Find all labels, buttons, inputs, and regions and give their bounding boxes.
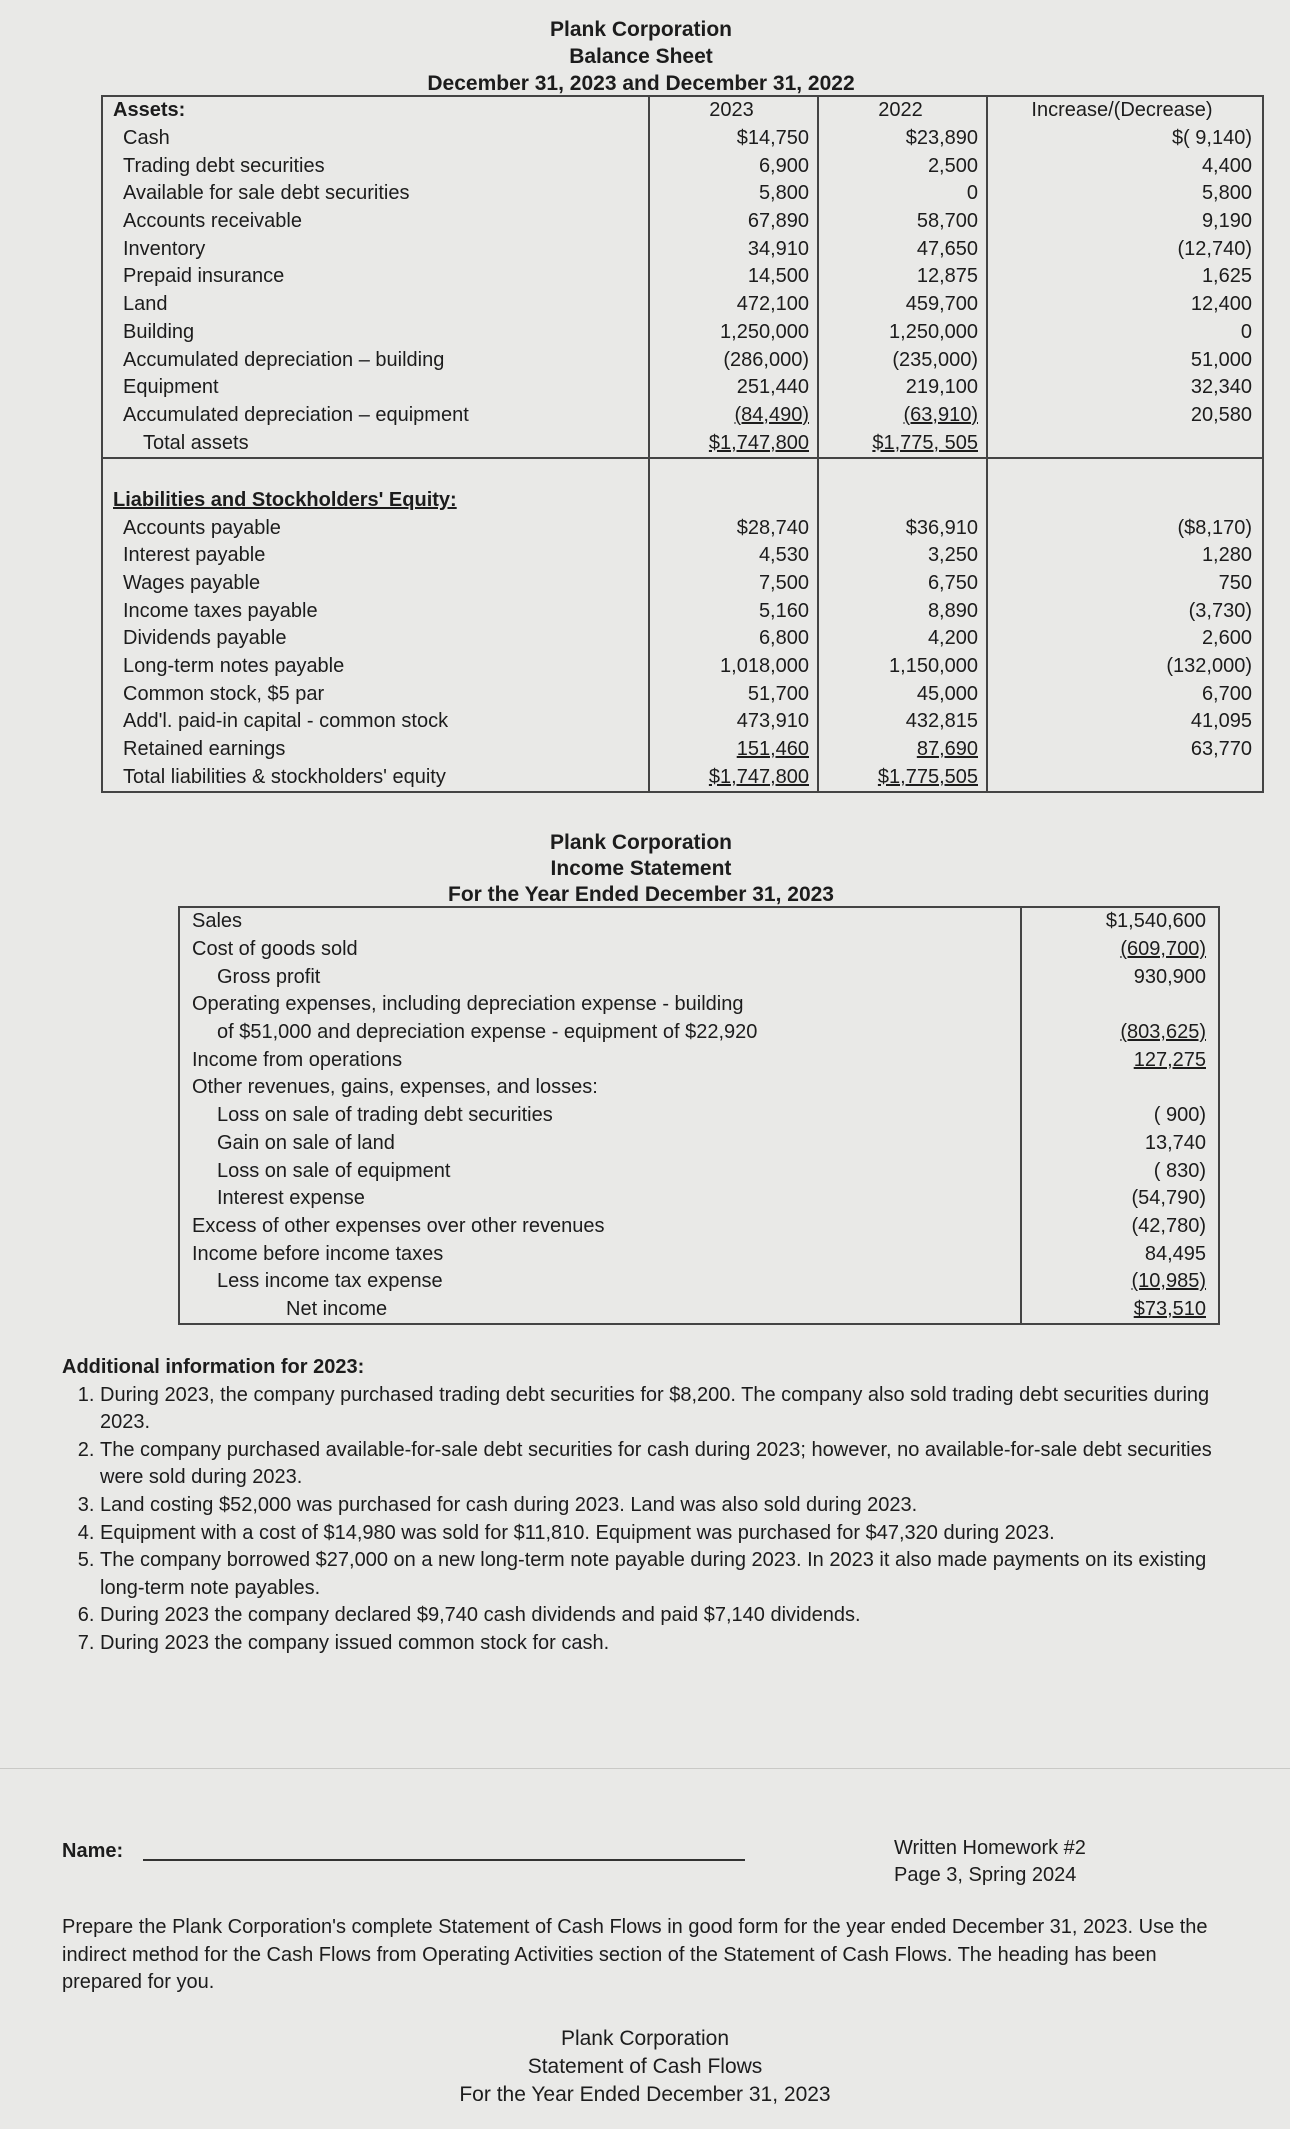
value-2023: $28,740 xyxy=(649,514,818,542)
value-2022: 47,650 xyxy=(818,235,987,263)
balance-sheet-table xyxy=(101,95,1264,793)
value-2023: 251,440 xyxy=(649,374,818,402)
value-change: 41,095 xyxy=(987,708,1263,736)
is-label: Loss on sale of trading debt securities xyxy=(217,1104,553,1127)
row-label: Accumulated depreciation – building xyxy=(102,346,649,374)
bs-header-row xyxy=(102,96,1263,125)
liab-header-row xyxy=(102,487,1263,515)
value-change: 9,190 xyxy=(987,208,1263,236)
is-label: Excess of other expenses over other revenues xyxy=(192,1214,605,1237)
is-row xyxy=(179,936,1219,964)
is-value: $1,540,600 xyxy=(1021,907,1219,936)
is-label: Loss on sale of equipment xyxy=(217,1159,451,1182)
empty-cell xyxy=(649,458,818,487)
value-change: 32,340 xyxy=(987,374,1263,402)
value-2022: 432,815 xyxy=(818,708,987,736)
is-value xyxy=(1021,991,1219,1019)
instructions: Prepare the Plank Corporation's complete Statement of Cash Flows in good form for the year ended December 31, 2023. Use the indirect method for the Cash Flows from Operating Activities section of the Statement of Cash Flows. The heading has been prepared for you. xyxy=(62,1916,1208,1993)
empty-cell xyxy=(818,458,987,487)
info-item: 3. Land costing $52,000 was purchased for cash during 2023. Land was also sold during 2023. xyxy=(100,1492,1242,1520)
row-label: Building xyxy=(102,319,649,347)
is-label: Gain on sale of land xyxy=(217,1131,395,1154)
is-label: of $51,000 and depreciation expense - equipment of $22,920 xyxy=(217,1021,758,1044)
total-assets-label: Total assets xyxy=(102,429,649,458)
row-label: Add'l. paid-in capital - common stock xyxy=(102,708,649,736)
additional-info-list xyxy=(62,1382,1242,1658)
value-change: 2,600 xyxy=(987,625,1263,653)
is-value: (10,985) xyxy=(1021,1268,1219,1296)
liability-row xyxy=(102,542,1263,570)
value-change: (3,730) xyxy=(987,597,1263,625)
total-assets-row xyxy=(102,429,1263,458)
is-value: ( 830) xyxy=(1021,1157,1219,1185)
value-change: 1,280 xyxy=(987,542,1263,570)
value-2022: 58,700 xyxy=(818,208,987,236)
row-label: Wages payable xyxy=(102,570,649,598)
asset-row xyxy=(102,152,1263,180)
cf-company: Plank Corporation xyxy=(560,2027,730,2050)
info-item: 7. During 2023 the company issued common stock for cash. xyxy=(100,1630,1242,1658)
is-row xyxy=(179,1240,1219,1268)
value-2022: (63,910) xyxy=(818,402,987,430)
row-label: Available for sale debt securities xyxy=(102,180,649,208)
liability-row xyxy=(102,680,1263,708)
asset-row xyxy=(102,208,1263,236)
row-label: Accumulated depreciation – equipment xyxy=(102,402,649,430)
total-liab-2023: $1,747,800 xyxy=(649,764,818,793)
value-2023: 5,800 xyxy=(649,180,818,208)
liability-row xyxy=(102,736,1263,764)
is-row xyxy=(179,1019,1219,1047)
value-2022: $36,910 xyxy=(818,514,987,542)
row-label: Retained earnings xyxy=(102,736,649,764)
value-2023: 51,700 xyxy=(649,680,818,708)
is-value: 84,495 xyxy=(1021,1240,1219,1268)
value-change: 51,000 xyxy=(987,346,1263,374)
value-change: 1,625 xyxy=(987,263,1263,291)
is-label: Operating expenses, including depreciation expense - building xyxy=(192,993,744,1016)
income-statement-table xyxy=(178,906,1220,1325)
liability-row xyxy=(102,570,1263,598)
value-change: 6,700 xyxy=(987,680,1263,708)
value-2023: 34,910 xyxy=(649,235,818,263)
row-label: Prepaid insurance xyxy=(102,263,649,291)
is-row xyxy=(179,907,1219,936)
value-2022: 459,700 xyxy=(818,291,987,319)
total-liab-label: Total liabilities & stockholders' equity xyxy=(102,764,649,793)
empty-cell xyxy=(102,458,649,487)
is-value: 13,740 xyxy=(1021,1130,1219,1158)
liability-row xyxy=(102,708,1263,736)
value-change: 12,400 xyxy=(987,291,1263,319)
empty-cell xyxy=(649,487,818,515)
value-2022: 3,250 xyxy=(818,542,987,570)
value-change: 63,770 xyxy=(987,736,1263,764)
asset-row xyxy=(102,291,1263,319)
value-change: (132,000) xyxy=(987,653,1263,681)
name-field-line[interactable] xyxy=(143,1859,745,1861)
value-2023: 7,500 xyxy=(649,570,818,598)
liability-row xyxy=(102,597,1263,625)
asset-row xyxy=(102,374,1263,402)
total-liab-row xyxy=(102,764,1263,793)
liability-row xyxy=(102,625,1263,653)
row-label: Dividends payable xyxy=(102,625,649,653)
name-label: Name: xyxy=(62,1840,124,1862)
empty-cell xyxy=(987,458,1263,487)
bs-company: Plank Corporation xyxy=(549,18,733,41)
info-item: 4. Equipment with a cost of $14,980 was sold for $11,810. Equipment was purchased for $47,320 during 2023. xyxy=(100,1520,1242,1548)
page-label: Page 3, Spring 2024 xyxy=(894,1864,1077,1886)
is-row xyxy=(179,1296,1219,1325)
value-change: 0 xyxy=(987,319,1263,347)
is-label: Other revenues, gains, expenses, and losses: xyxy=(192,1076,598,1099)
is-row xyxy=(179,1102,1219,1130)
is-row xyxy=(179,963,1219,991)
row-label: Income taxes payable xyxy=(102,597,649,625)
assets-header: Assets: xyxy=(102,96,649,125)
is-value: (42,780) xyxy=(1021,1213,1219,1241)
is-row xyxy=(179,1074,1219,1102)
asset-row xyxy=(102,263,1263,291)
empty-cell xyxy=(987,764,1263,793)
value-2023: 67,890 xyxy=(649,208,818,236)
is-company: Plank Corporation xyxy=(549,831,733,854)
value-2023: 472,100 xyxy=(649,291,818,319)
empty-cell xyxy=(987,429,1263,458)
row-label: Common stock, $5 par xyxy=(102,680,649,708)
is-label: Income before income taxes xyxy=(192,1242,444,1265)
info-item: 5. The company borrowed $27,000 on a new long-term note payable during 2023. In 2023 it also made payments on its existing long-term note payables. xyxy=(100,1547,1242,1602)
cf-title: Statement of Cash Flows xyxy=(527,2055,763,2078)
value-change: (12,740) xyxy=(987,235,1263,263)
liability-row xyxy=(102,514,1263,542)
is-label: Interest expense xyxy=(217,1187,365,1210)
col-2022-header: 2022 xyxy=(818,96,987,125)
liability-row xyxy=(102,653,1263,681)
value-change: 750 xyxy=(987,570,1263,598)
cf-period: For the Year Ended December 31, 2023 xyxy=(459,2083,831,2106)
is-row xyxy=(179,1268,1219,1296)
value-2022: 0 xyxy=(818,180,987,208)
is-row xyxy=(179,1130,1219,1158)
value-2023: 6,800 xyxy=(649,625,818,653)
row-label: Trading debt securities xyxy=(102,152,649,180)
is-value: (803,625) xyxy=(1021,1019,1219,1047)
value-2022: 219,100 xyxy=(818,374,987,402)
value-2022: 6,750 xyxy=(818,570,987,598)
value-2022: 2,500 xyxy=(818,152,987,180)
value-2023: 1,018,000 xyxy=(649,653,818,681)
is-value: (54,790) xyxy=(1021,1185,1219,1213)
value-change: $( 9,140) xyxy=(987,125,1263,153)
asset-row xyxy=(102,125,1263,153)
is-row xyxy=(179,1185,1219,1213)
additional-info-header: Additional information for 2023: xyxy=(62,1356,365,1378)
value-2023: (84,490) xyxy=(649,402,818,430)
value-2022: 45,000 xyxy=(818,680,987,708)
value-2022: $23,890 xyxy=(818,125,987,153)
value-2022: (235,000) xyxy=(818,346,987,374)
value-2023: 473,910 xyxy=(649,708,818,736)
is-title: Income Statement xyxy=(550,857,732,880)
is-label: Gross profit xyxy=(217,965,321,988)
divider xyxy=(0,1768,1290,1769)
empty-cell xyxy=(818,487,987,515)
value-2023: 5,160 xyxy=(649,597,818,625)
value-2022: 87,690 xyxy=(818,736,987,764)
row-label: Accounts payable xyxy=(102,514,649,542)
value-2022: 1,250,000 xyxy=(818,319,987,347)
col-2023-header: 2023 xyxy=(649,96,818,125)
spacer-row xyxy=(102,458,1263,487)
value-2023: 4,530 xyxy=(649,542,818,570)
value-2022: 4,200 xyxy=(818,625,987,653)
value-2023: 14,500 xyxy=(649,263,818,291)
row-label: Accounts receivable xyxy=(102,208,649,236)
total-assets-2023: $1,747,800 xyxy=(649,429,818,458)
asset-row xyxy=(102,402,1263,430)
empty-cell xyxy=(987,487,1263,515)
value-2023: $14,750 xyxy=(649,125,818,153)
total-assets-2022: $1,775, 505 xyxy=(818,429,987,458)
is-label: Net income xyxy=(286,1297,388,1320)
is-row xyxy=(179,1046,1219,1074)
is-label: Income from operations xyxy=(192,1048,403,1071)
info-item: 6. During 2023 the company declared $9,740 cash dividends and paid $7,140 dividends. xyxy=(100,1602,1242,1630)
value-2022: 8,890 xyxy=(818,597,987,625)
is-value: $73,510 xyxy=(1021,1296,1219,1325)
liabilities-header: Liabilities and Stockholders' Equity: xyxy=(102,487,649,515)
asset-row xyxy=(102,180,1263,208)
info-item: 1. During 2023, the company purchased trading debt securities for $8,200. The company also sold trading debt securities during 2023. xyxy=(100,1382,1242,1437)
value-2023: 151,460 xyxy=(649,736,818,764)
row-label: Inventory xyxy=(102,235,649,263)
value-change: ($8,170) xyxy=(987,514,1263,542)
bs-title: Balance Sheet xyxy=(569,45,713,68)
row-label: Cash xyxy=(102,125,649,153)
value-2023: (286,000) xyxy=(649,346,818,374)
row-label: Long-term notes payable xyxy=(102,653,649,681)
is-label: Cost of goods sold xyxy=(192,938,358,961)
is-value: ( 900) xyxy=(1021,1102,1219,1130)
total-liab-2022: $1,775,505 xyxy=(818,764,987,793)
additional-info xyxy=(62,1354,1242,1658)
value-change: 20,580 xyxy=(987,402,1263,430)
row-label: Land xyxy=(102,291,649,319)
info-item: 2. The company purchased available-for-sale debt securities for cash during 2023; however, no available-for-sale debt securities were sold during 2023. xyxy=(100,1437,1242,1492)
is-value: (609,700) xyxy=(1021,936,1219,964)
is-label: Less income tax expense xyxy=(217,1270,443,1293)
is-value: 127,275 xyxy=(1021,1046,1219,1074)
value-2023: 6,900 xyxy=(649,152,818,180)
row-label: Equipment xyxy=(102,374,649,402)
value-change: 5,800 xyxy=(987,180,1263,208)
row-label: Interest payable xyxy=(102,542,649,570)
asset-row xyxy=(102,235,1263,263)
is-label: Sales xyxy=(192,910,243,933)
homework-label: Written Homework #2 xyxy=(894,1837,1086,1859)
is-period: For the Year Ended December 31, 2023 xyxy=(448,883,834,906)
asset-row xyxy=(102,319,1263,347)
value-change: 4,400 xyxy=(987,152,1263,180)
col-change-header: Increase/(Decrease) xyxy=(987,96,1263,125)
value-2023: 1,250,000 xyxy=(649,319,818,347)
is-value: 930,900 xyxy=(1021,963,1219,991)
is-value xyxy=(1021,1074,1219,1102)
is-row xyxy=(179,991,1219,1019)
asset-row xyxy=(102,346,1263,374)
is-row xyxy=(179,1213,1219,1241)
is-row xyxy=(179,1157,1219,1185)
bs-date: December 31, 2023 and December 31, 2022 xyxy=(427,72,855,95)
value-2022: 1,150,000 xyxy=(818,653,987,681)
value-2022: 12,875 xyxy=(818,263,987,291)
